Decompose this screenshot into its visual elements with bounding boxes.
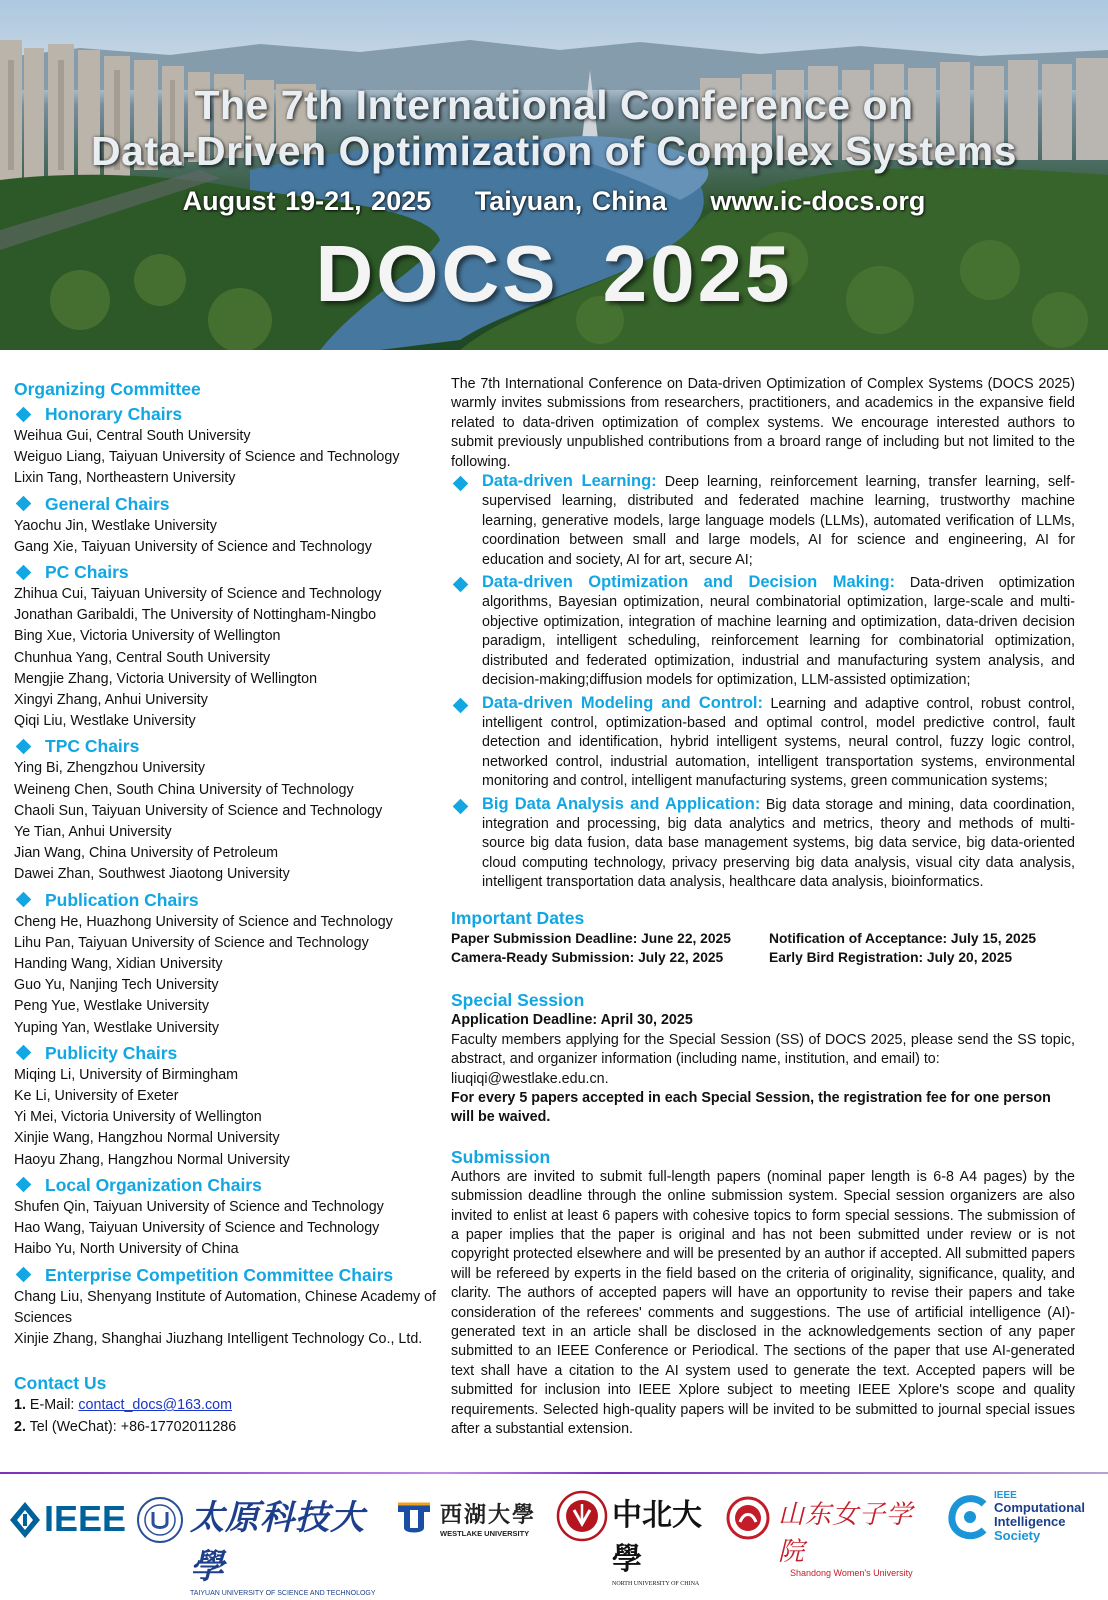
topic-body bbox=[482, 573, 1075, 690]
important-dates-grid bbox=[451, 929, 1075, 968]
westlake-emblem-icon bbox=[394, 1498, 434, 1538]
committee-member: Hao Wang, Taiyuan University of Science and Technology bbox=[14, 1220, 380, 1237]
cis-line2: Computational bbox=[994, 1500, 1085, 1515]
contact-email-line bbox=[14, 1394, 439, 1416]
topic-description: Deep learning, reinforcement learning, transfer learning, self-supervised learning, distributed and federated machine learning, trustworthy machine learning, generative models, large language models (LLMs), automated verification of LLMs, coordination between small and large models, AI for science and engineering, AI for education and society, AI for art, secure AI; bbox=[482, 474, 1075, 568]
tyust-name-cn: 太原科技大學 bbox=[190, 1498, 365, 1587]
special-session-email[interactable]: liuqiqi@westlake.edu.cn. bbox=[451, 1070, 609, 1087]
topic-item bbox=[451, 795, 1075, 893]
committee-member: Weineng Chen, South China University of Technology bbox=[14, 781, 354, 798]
topic-body bbox=[482, 472, 1075, 570]
committee-group-title bbox=[14, 1264, 439, 1286]
committee-group-title bbox=[14, 889, 439, 911]
contact-tel-line bbox=[14, 1416, 439, 1438]
topic-description: Data-driven optimization algorithms, Bayesian optimization, neural combinatorial optimization, large-scale and multi-objective optimization, integration of machine learning and optimization, data-driven decision paradigm, intelligent scheduling, reinforcement learning for combinatorial optimization, distributed and federated optimization, industrial and manufacturing system analysis, and decision-making;diffusion models for optimization, LLM-assisted optimization; bbox=[482, 575, 1075, 689]
committee-groups bbox=[14, 403, 439, 1350]
contact-title: Contact Us bbox=[14, 1373, 107, 1394]
committee-member: Xinjie Wang, Hangzhou Normal University bbox=[14, 1130, 280, 1147]
special-session-text: Faculty members applying for the Special Session (SS) of DOCS 2025, please send the SS topic, abstract, and organizer information (including name, institution, and email) to: bbox=[451, 1031, 1075, 1068]
westlake-name-cn: 西湖大學 bbox=[440, 1502, 537, 1528]
committee-group-title bbox=[14, 561, 439, 583]
committee-group-label: Enterprise Competition Committee Chairs bbox=[45, 1264, 394, 1285]
committee-member: Miqing Li, University of Birmingham bbox=[14, 1066, 239, 1083]
topic-body bbox=[482, 694, 1075, 792]
topic-name: Data-driven Modeling and Control: bbox=[482, 693, 763, 712]
topic-item bbox=[451, 573, 1075, 690]
committee-member: Jian Wang, China University of Petroleum bbox=[14, 845, 279, 862]
diamond-bullet-icon bbox=[453, 476, 469, 492]
topic-name: Data-driven Learning: bbox=[482, 472, 657, 491]
ieee-diamond-icon bbox=[8, 1500, 42, 1540]
date-camera-ready: Camera-Ready Submission: July 22, 2025 bbox=[451, 949, 724, 965]
sdwu-logo bbox=[778, 1494, 928, 1578]
cis-swirl-icon bbox=[948, 1494, 990, 1540]
diamond-bullet-icon bbox=[453, 798, 469, 814]
topic-name: Data-driven Optimization and Decision Making: bbox=[482, 573, 896, 592]
committee-member: Jonathan Garibaldi, The University of Nottingham-Ningbo bbox=[14, 607, 377, 624]
committee-group-label: Local Organization Chairs bbox=[45, 1174, 262, 1195]
conference-website[interactable]: www.ic-docs.org bbox=[710, 186, 926, 216]
conference-acronym bbox=[0, 228, 1108, 320]
conference-title-line2: Data-Driven Optimization of Complex Systems bbox=[91, 128, 1017, 174]
special-session-deadline: Application Deadline: April 30, 2025 bbox=[451, 1012, 693, 1029]
topics-list bbox=[451, 472, 1075, 893]
topic-description: Learning and adaptive control, robust control, intelligent control, optimization-based and optimal control, model predictive control, fault detection and identification, hybrid intelligent systems, neural control, fuzzy logic control, networked control, industrial automation, intelligent transportation systems, environmental monitoring and control, intelligent manufacturing systems, green communication systems; bbox=[482, 695, 1075, 790]
date-early-bird: Early Bird Registration: July 20, 2025 bbox=[769, 949, 1013, 965]
tyust-logo bbox=[190, 1490, 386, 1597]
intro-paragraph: The 7th International Conference on Data-driven Optimization of Complex Systems (DOCS 2025) warmly invites submissions from researchers, practitioners, and academics in the expansive field related to data-driven optimization of complex systems. We encourage interested authors to submit previously unpublished contributions from a broard range of including but not limited to the following. bbox=[451, 376, 1075, 470]
topic-body bbox=[482, 795, 1075, 893]
committee-group-title bbox=[14, 735, 439, 757]
email-label: E-Mail: bbox=[29, 1397, 79, 1414]
committee-member: Qiqi Liu, Westlake University bbox=[14, 713, 196, 730]
cis-line4: Society bbox=[994, 1528, 1041, 1543]
nuc-name-en: NORTH UNIVERSITY OF CHINA bbox=[612, 1581, 700, 1587]
diamond-bullet-icon bbox=[16, 496, 32, 512]
special-session-title: Special Session bbox=[451, 990, 585, 1011]
diamond-bullet-icon bbox=[16, 1267, 32, 1283]
committee-group-label: TPC Chairs bbox=[45, 736, 140, 757]
committee-group-label: Publication Chairs bbox=[45, 889, 199, 910]
topic-item bbox=[451, 472, 1075, 570]
call-for-papers-column bbox=[451, 375, 1075, 1440]
committee-member: Lihu Pan, Taiyuan University of Science and Technology bbox=[14, 934, 369, 951]
committee-member: Lixin Tang, Northeastern University bbox=[14, 470, 236, 487]
committee-member: Ying Bi, Zhengzhou University bbox=[14, 760, 205, 777]
committee-group-label: Publicity Chairs bbox=[45, 1042, 178, 1063]
list-number: 2. bbox=[14, 1419, 26, 1436]
committee-member: Mengjie Zhang, Victoria University of Wellington bbox=[14, 670, 318, 687]
committee-member: Haoyu Zhang, Hangzhou Normal University bbox=[14, 1151, 290, 1168]
contact-tel: Tel (WeChat): +86-17702011286 bbox=[29, 1419, 237, 1436]
committee-member: Zhihua Cui, Taiyuan University of Science and Technology bbox=[14, 586, 382, 603]
committee-member: Xingyi Zhang, Anhui University bbox=[14, 692, 208, 709]
ieee-logo bbox=[8, 1498, 130, 1542]
sdwu-emblem-icon bbox=[726, 1496, 770, 1540]
westlake-logo bbox=[440, 1498, 544, 1538]
cis-logo bbox=[994, 1490, 1104, 1550]
year-text: 2025 bbox=[602, 229, 793, 318]
topic-name: Big Data Analysis and Application: bbox=[482, 794, 761, 813]
tyust-seal-icon bbox=[136, 1496, 184, 1544]
committee-member: Yi Mei, Victoria University of Wellington bbox=[14, 1109, 262, 1126]
committee-member: Yuping Yan, Westlake University bbox=[14, 1019, 220, 1036]
important-dates-title: Important Dates bbox=[451, 907, 585, 928]
organizing-committee-column bbox=[14, 378, 439, 1438]
nuc-logo bbox=[612, 1490, 712, 1587]
hero-banner bbox=[0, 0, 1108, 350]
special-session-note: For every 5 papers accepted in each Special Session, the registration fee for one person will be waived. bbox=[451, 1090, 1051, 1126]
committee-group-label: Honorary Chairs bbox=[45, 404, 183, 424]
diamond-bullet-icon bbox=[16, 1045, 32, 1061]
topic-item bbox=[451, 694, 1075, 792]
committee-member: Chang Liu, Shenyang Institute of Automation, Chinese Academy of Sciences bbox=[14, 1288, 437, 1326]
acronym-text: DOCS bbox=[315, 229, 559, 318]
diamond-bullet-icon bbox=[16, 1177, 32, 1193]
committee-member: Peng Yue, Westlake University bbox=[14, 998, 209, 1015]
committee-member: Guo Yu, Nanjing Tech University bbox=[14, 977, 219, 994]
sdwu-name-en: Shandong Women's University bbox=[790, 1568, 913, 1578]
committee-member: Ke Li, University of Exeter bbox=[14, 1088, 179, 1105]
committee-member: Bing Xue, Victoria University of Wellington bbox=[14, 628, 281, 645]
committee-member: Dawei Zhan, Southwest Jiaotong University bbox=[14, 866, 290, 883]
cis-ieee: IEEE bbox=[994, 1490, 1017, 1501]
committee-group-title bbox=[14, 403, 439, 425]
cis-line3: Intelligence bbox=[994, 1514, 1066, 1529]
organizing-committee-title: Organizing Committee bbox=[14, 379, 201, 399]
diamond-bullet-icon bbox=[453, 577, 469, 593]
conference-date: August 19-21, 2025 bbox=[182, 186, 432, 216]
committee-member: Weiguo Liang, Taiyuan University of Science and Technology bbox=[14, 449, 400, 466]
committee-group-label: PC Chairs bbox=[45, 562, 129, 583]
westlake-name-en: WESTLAKE UNIVERSITY bbox=[440, 1529, 530, 1538]
committee-member: Weihua Gui, Central South University bbox=[14, 428, 251, 444]
nuc-seal-icon bbox=[556, 1490, 608, 1542]
conference-info bbox=[0, 186, 1108, 217]
conference-title-line1: The 7th International Conference on bbox=[194, 82, 914, 128]
topic-description: Big data storage and mining, data coordination, integration and processing, big data analytics and metrics, theory and methods of multi-source big data fusion, data base management systems, big data service, big data-oriented cloud computing technology, privacy preserving big data analysis, visual city data analysis, intelligent transportation data analysis, healthcare data analysis, bioinformatics. bbox=[482, 796, 1075, 891]
sponsor-logos bbox=[0, 1476, 1108, 1600]
list-number: 1. bbox=[14, 1397, 26, 1414]
committee-member: Xinjie Zhang, Shanghai Jiuzhang Intelligent Technology Co., Ltd. bbox=[14, 1330, 423, 1347]
committee-member: Gang Xie, Taiyuan University of Science and Technology bbox=[14, 538, 372, 555]
committee-member: Cheng He, Huazhong University of Science and Technology bbox=[14, 913, 393, 930]
committee-group-title bbox=[14, 1174, 439, 1196]
tyust-name-en: TAIYUAN UNIVERSITY OF SCIENCE AND TECHNOLOGY bbox=[190, 1590, 376, 1597]
submission-text: Authors are invited to submit full-length papers (nominal paper length is 6-8 A4 pages) by the submission deadline through the online submission system. Special session organizers are also invited to enlist at least 6 papers with cohesive topics to form special sessions. The submission of a paper implies that the paper is original and has not been submitted under review or is not copyright protected elsewhere and will be presented by an author if accepted. All submitted papers will be refereed by experts in the field based on the criteria of originality, significance, quality, and clarity. The authors of accepted papers will have an opportunity to revise their papers and take consideration of the referees' comments and suggestions. The use of artificial intelligence (AI)-generated text in an article shall be disclosed in the acknowledgements section of any paper submitted to an IEEE Conference or Periodical. The sections of the paper that use AI-generated text shall have a citation to the AI system used to generate the text. Accepted papers will be submitted for inclusion into IEEE Xplore subject to meeting IEEE Xplore's scope and quality requirements. Selected high-quality papers will be invited to be submitted to journal special issues after a substantial extension. bbox=[451, 1168, 1075, 1438]
diamond-bullet-icon bbox=[16, 739, 32, 755]
diamond-bullet-icon bbox=[16, 564, 32, 580]
committee-group-label: General Chairs bbox=[45, 493, 170, 514]
committee-member: Chunhua Yang, Central South University bbox=[14, 649, 271, 666]
submission-title: Submission bbox=[451, 1146, 551, 1167]
contact-email-link[interactable]: contact_docs@163.com bbox=[78, 1397, 232, 1414]
diamond-bullet-icon bbox=[453, 697, 469, 713]
date-notification: Notification of Acceptance: July 15, 2025 bbox=[769, 930, 1037, 946]
date-paper-submission: Paper Submission Deadline: June 22, 2025 bbox=[451, 930, 731, 946]
committee-member: Shufen Qin, Taiyuan University of Science and Technology bbox=[14, 1198, 384, 1215]
committee-member: Haibo Yu, North University of China bbox=[14, 1241, 239, 1258]
committee-group-title bbox=[14, 493, 439, 515]
committee-member: Ye Tian, Anhui University bbox=[14, 824, 172, 841]
committee-member: Handing Wang, Xidian University bbox=[14, 956, 223, 973]
footer-divider bbox=[0, 1472, 1108, 1474]
conference-location: Taiyuan, China bbox=[474, 186, 667, 216]
nuc-name-cn: 中北大學 bbox=[612, 1498, 702, 1577]
sdwu-name-cn: 山东女子学院 bbox=[778, 1500, 914, 1567]
committee-member: Yaochu Jin, Westlake University bbox=[14, 517, 217, 534]
ieee-wordmark: IEEE bbox=[44, 1498, 127, 1539]
diamond-bullet-icon bbox=[16, 406, 32, 422]
committee-group-title bbox=[14, 1042, 439, 1064]
committee-member: Chaoli Sun, Taiyuan University of Science and Technology bbox=[14, 802, 383, 819]
diamond-bullet-icon bbox=[16, 892, 32, 908]
